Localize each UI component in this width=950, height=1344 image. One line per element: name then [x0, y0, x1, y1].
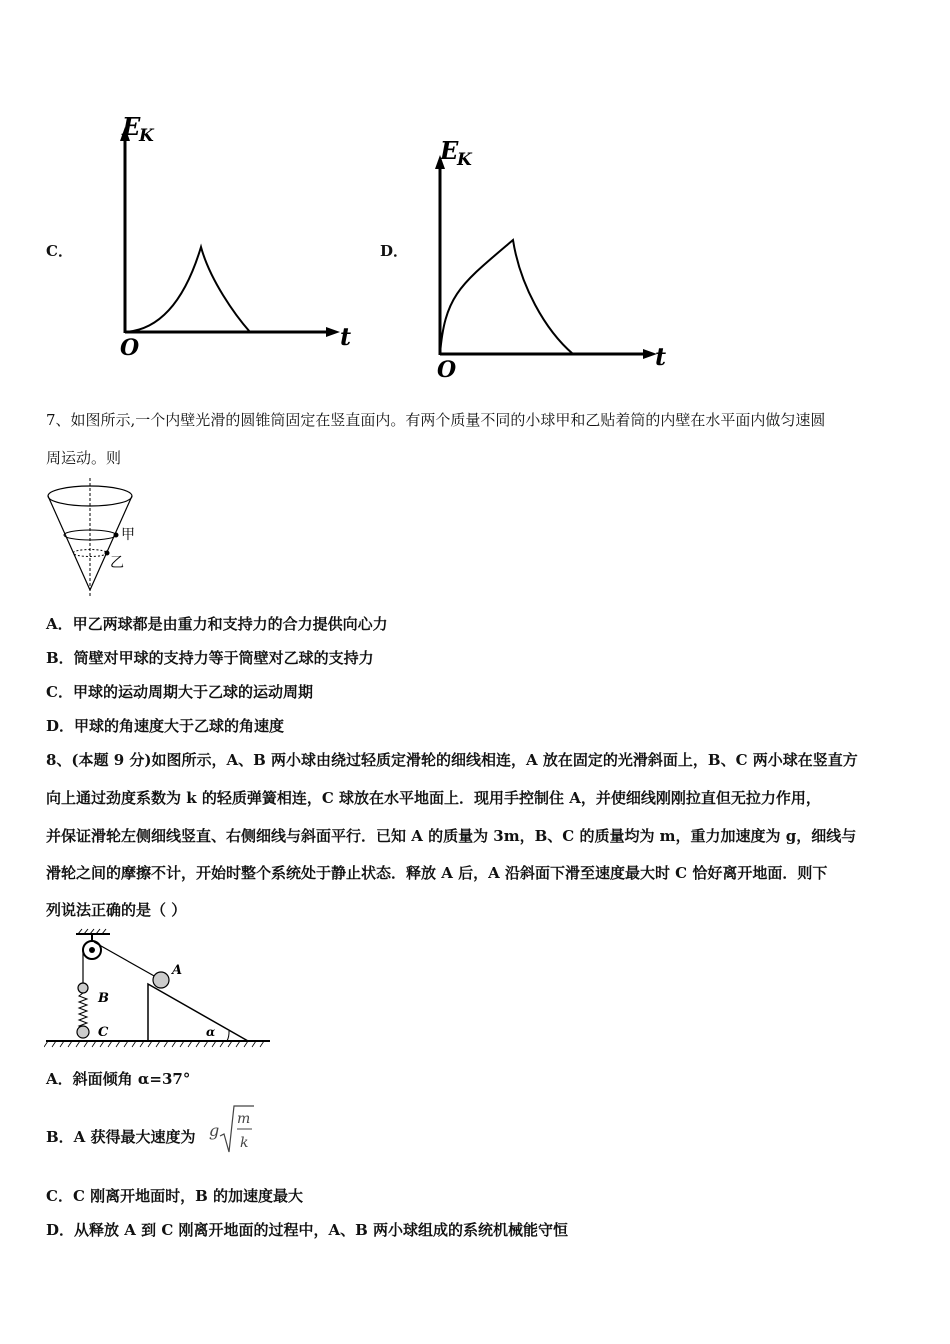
q8-stem-line5: 列说法正确的是（ ）	[46, 901, 187, 919]
q8-option-b: B．A 获得最大速度为	[46, 1128, 196, 1146]
ball-b	[78, 983, 88, 993]
ball-jia	[114, 533, 119, 538]
ball-c	[77, 1026, 89, 1038]
q7-option-b: B．筒壁对甲球的支持力等于筒壁对乙球的支持力	[46, 649, 374, 667]
q8-fig-label-c: C	[98, 1025, 109, 1040]
q7-option-d: D．甲球的角速度大于乙球的角速度	[46, 717, 285, 735]
option-d-label: D．	[380, 242, 409, 260]
q8-fig-label-b: B	[98, 991, 109, 1006]
graph-d-ylabel-sub: K	[457, 150, 472, 170]
graph-c-figure	[100, 105, 365, 365]
q8-stem-line2: 向上通过劲度系数为 k 的轻质弹簧相连，C 球放在水平地面上．现用手控制住 A，并使细线刚刚拉直但无拉力作用，	[46, 789, 821, 807]
graph-d-figure	[415, 125, 680, 385]
graph-c-x-arrow	[326, 327, 340, 337]
option-c-label: C．	[46, 242, 73, 260]
graph-c-xlabel: t	[340, 322, 352, 351]
q7-fig-label-jia: 甲	[121, 527, 135, 543]
graph-c-ylabel-sub: K	[139, 126, 154, 146]
graph-c-curve	[125, 247, 250, 332]
q7-option-a: A．甲乙两球都是由重力和支持力的合力提供向心力	[46, 615, 388, 633]
ball-yi	[105, 551, 110, 556]
q8-option-b-formula	[207, 1102, 257, 1156]
q7-fig-label-yi: 乙	[110, 555, 124, 571]
q8-stem-line1: 8、(本题 9 分)如图所示，A、B 两小球由绕过轻质定滑轮的细线相连，A 放在固定的光滑斜面上，B、C 两小球在竖直方	[46, 751, 858, 769]
q8-option-d: D．从释放 A 到 C 刚离开地面的过程中，A、B 两小球组成的系统机械能守恒	[46, 1221, 569, 1239]
graph-c-ylabel-main: E	[122, 112, 141, 141]
q8-fig-label-alpha: α	[206, 1025, 216, 1039]
q8-pulley-figure	[44, 928, 276, 1052]
graph-d-xlabel: t	[655, 342, 667, 371]
q8-fig-label-a: A	[172, 963, 183, 978]
q8-option-c: C．C 刚离开地面时，B 的加速度最大	[46, 1187, 304, 1205]
q7-cone-figure	[44, 478, 154, 598]
q7-stem-line2: 周运动。则	[46, 449, 122, 467]
q7-stem-line1: 7、如图所示,一个内壁光滑的圆锥筒固定在竖直面内。有两个质量不同的小球甲和乙贴着筒的内壁在水平面内做匀速圆	[46, 411, 826, 429]
q8-stem-line3: 并保证滑轮左侧细线竖直、右侧细线与斜面平行．已知 A 的质量为 3m，B、C 的质量均为 m，重力加速度为 g，细线与	[46, 827, 857, 845]
graph-c-origin: O	[120, 335, 140, 361]
incline	[148, 984, 248, 1041]
graph-d-ylabel-main: E	[440, 136, 459, 165]
q7-option-c: C．甲球的运动周期大于乙球的运动周期	[46, 683, 313, 701]
formula-denominator: k	[240, 1135, 249, 1151]
formula-g: g	[209, 1121, 220, 1140]
formula-numerator: m	[237, 1111, 251, 1127]
q8-option-a: A．斜面倾角 α=37°	[46, 1070, 191, 1088]
graph-d-origin: O	[437, 357, 457, 383]
graph-d-curve	[440, 240, 573, 354]
ball-a	[153, 972, 169, 988]
q8-stem-line4: 滑轮之间的摩擦不计，开始时整个系统处于静止状态．释放 A 后，A 沿斜面下滑至速度最大时 C 恰好离开地面．则下	[46, 864, 828, 882]
